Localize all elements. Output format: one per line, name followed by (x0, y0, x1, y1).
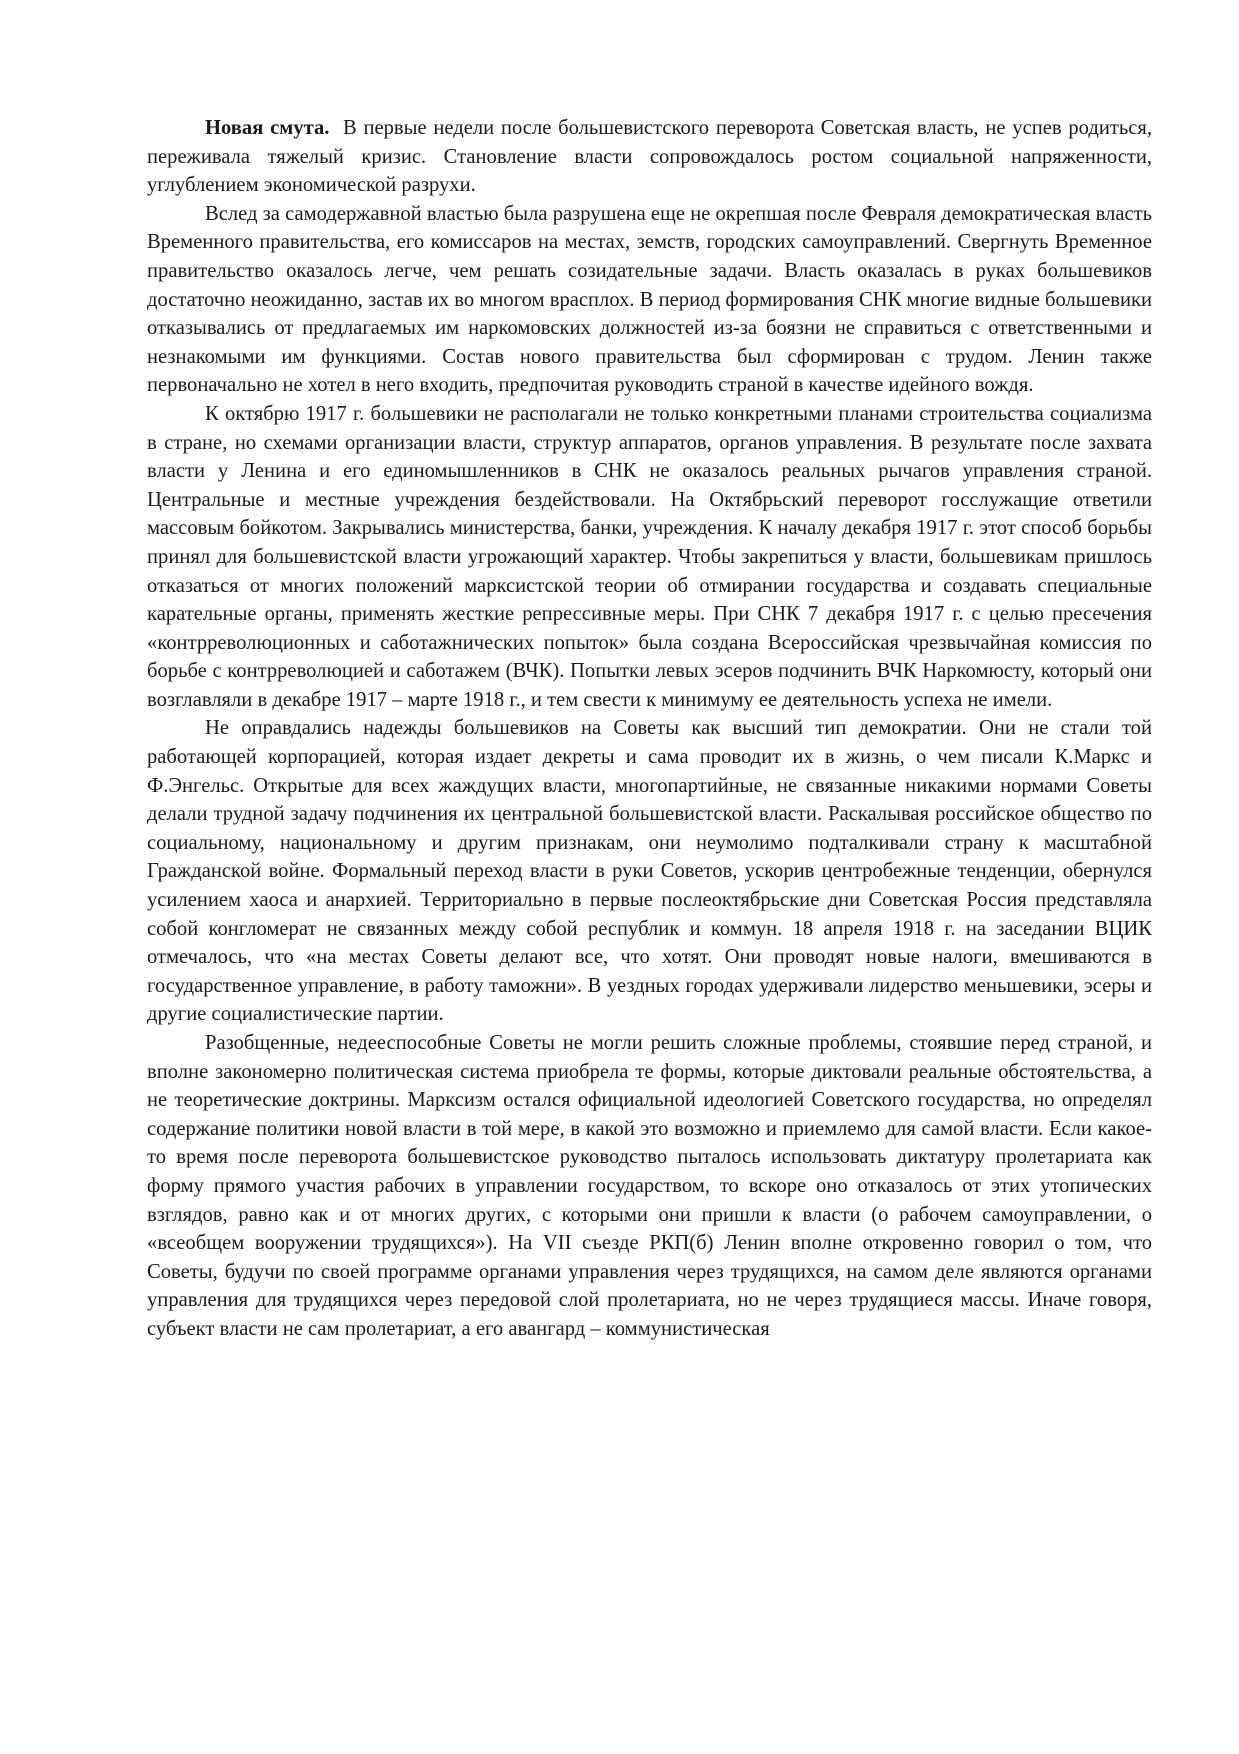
document-page (147, 114, 1152, 1344)
paragraph-1-text: В первые недели после большевистского переворота Советская власть, не успев родиться, переживала тяжелый кризис. Становление власти сопровождалось ростом социальной напряженности, углублением экономической разрухи. (147, 117, 1153, 197)
paragraph-2: Вслед за самодержавной властью была разрушена еще не окрепшая после Февраля демократическая власть Временного правительства, его комиссаров на местах, земств, городских самоуправлений. Свергнуть Временное правительство оказалось легче, чем решать созидательные задачи. Власть оказалась в руках большевиков достаточно неожиданно, застав их во многом врасплох. В период формирования СНК многие видные большевики отказывались от предлагаемых им наркомовских должностей из-за боязни не справиться с ответственными и незнакомыми им функциями. Состав нового правительства был сформирован с трудом. Ленин также первоначально не хотел в него входить, предпочитая руководить страной в качестве идейного вождя. (147, 202, 1152, 397)
paragraph-1 (147, 114, 1152, 200)
section-heading: Новая смута. (205, 117, 330, 139)
paragraph-3: К октябрю 1917 г. большевики не располагали не только конкретными планами строительства социализма в стране, но схемами организации власти, структур аппаратов, органов управления. В результате после захвата власти у Ленина и его единомышленников в СНК не оказалось реальных рычагов управления страной. Центральные и местные учреждения бездействовали. На Октябрьский переворот госслужащие ответили массовым бойкотом. Закрывались министерства, банки, учреждения. К началу декабря 1917 г. этот способ борьбы принял для большевистской власти угрожающий характер. Чтобы закрепиться у власти, большевикам пришлось отказаться от многих положений марксистской теории об отмирании государства и создавать специальные карательные органы, применять жесткие репрессивные меры. При СНК 7 декабря 1917 г. с целью пресечения «контрреволюционных и саботажнических попыток» была создана Всероссийская чрезвычайная комиссия по борьбе с контрреволюцией и саботажем (ВЧК). Попытки левых эсеров подчинить ВЧК Наркомюсту, который они возглавляли в декабре 1917 – марте 1918 г., и тем свести к минимуму ее деятельность успеха не имели. (147, 402, 1152, 711)
paragraph-4: Не оправдались надежды большевиков на Советы как высший тип демократии. Они не стали той работающей корпорацией, которая издает декреты и сама проводит их в жизнь, о чем писали К.Маркс и Ф.Энгельс. Открытые для всех жаждущих власти, многопартийные, не связанные никакими нормами Советы делали трудной задачу подчинения их центральной большевистской власти. Раскалывая российское общество по социальному, национальному и другим признакам, они неумолимо подталкивали страну к масштабной Гражданской войне. Формальный переход власти в руки Советов, ускорив центробежные тенденции, обернулся усилением хаоса и анархией. Территориально в первые послеоктябрьские дни Советская Россия представляла собой конгломерат не связанных между собой республик и коммун. 18 апреля 1918 г. на заседании ВЦИК отмечалось, что «на местах Советы делают все, что хотят. Они проводят новые налоги, вмешиваются в государственное управление, в работу таможни». В уездных городах удерживали лидерство меньшевики, эсеры и другие социалистические партии. (147, 717, 1152, 1026)
paragraph-5: Разобщенные, недееспособные Советы не могли решить сложные проблемы, стоявшие перед страной, и вполне закономерно политическая система приобрела те формы, которые диктовали реальные обстоятельства, а не теоретические доктрины. Марксизм остался официальной идеологией Советского государства, но определял содержание политики новой власти в той мере, в какой это возможно и приемлемо для самой власти. Если какое-то время после переворота большевистское руководство пыталось использовать диктатуру пролетариата как форму прямого участия рабочих в управлении государством, то вскоре оно отказалось от этих утопических взглядов, равно как и от многих других, с которыми они пришли к власти (о рабочем самоуправлении, о «всеобщем вооружении трудящихся»). На VII съезде РКП(б) Ленин вполне откровенно говорил о том, что Советы, будучи по своей программе органами управления через трудящихся, на самом деле являются органами управления для трудящихся через передовой слой пролетариата, но не через трудящиеся массы. Иначе говоря, субъект власти не сам пролетариат, а его авангард – коммунистическая (147, 1032, 1152, 1340)
